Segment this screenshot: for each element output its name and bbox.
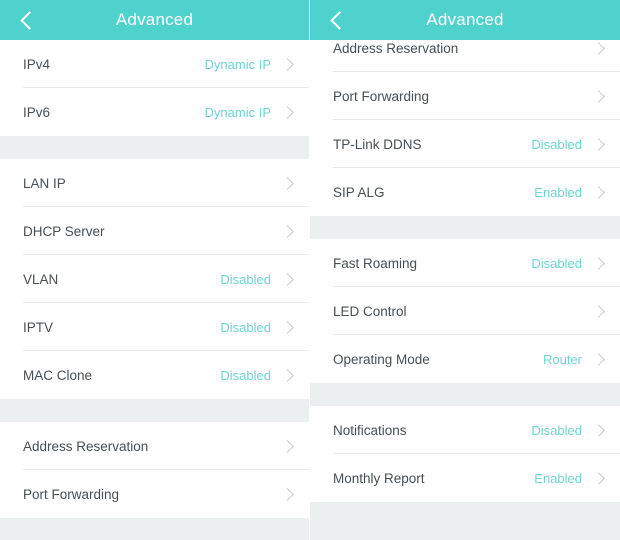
settings-group-network: [0, 159, 309, 399]
list-item-label: Monthly Report: [333, 470, 425, 486]
list-item[interactable]: [0, 470, 309, 518]
list-item-label: Port Forwarding: [333, 88, 430, 104]
list-item[interactable]: [310, 287, 620, 335]
list-item-value: Disabled: [531, 255, 582, 271]
chevron-right-icon: [592, 186, 605, 199]
list-item[interactable]: [310, 454, 620, 502]
chevron-right-icon: [281, 177, 294, 190]
header-bar-right: [310, 0, 620, 40]
header-bar-left: [0, 0, 309, 40]
chevron-right-icon: [592, 257, 605, 270]
page-title-left: Advanced: [115, 10, 194, 29]
list-item-label: SIP ALG: [333, 184, 385, 200]
chevron-right-icon: [592, 90, 605, 103]
back-chevron-icon: [330, 11, 348, 29]
chevron-right-icon: [592, 305, 605, 318]
settings-group-reports: [310, 406, 620, 502]
list-item-value: Disabled: [220, 271, 271, 287]
advanced-screen-right: [310, 0, 620, 540]
list-item[interactable]: [0, 255, 309, 303]
list-item[interactable]: [310, 168, 620, 216]
list-item-value: Disabled: [220, 367, 271, 383]
settings-list-right[interactable]: [310, 40, 620, 540]
chevron-right-icon: [281, 321, 294, 334]
chevron-right-icon: [592, 42, 605, 55]
list-item[interactable]: [0, 351, 309, 399]
list-item-label: DHCP Server: [23, 223, 105, 239]
list-item-label: IPv6: [23, 104, 51, 120]
list-item[interactable]: [0, 207, 309, 255]
list-item-value: Disabled: [531, 422, 582, 438]
list-item[interactable]: [310, 335, 620, 383]
chevron-right-icon: [281, 225, 294, 238]
chevron-right-icon: [281, 440, 294, 453]
chevron-right-icon: [281, 58, 294, 71]
list-item[interactable]: [0, 422, 309, 470]
list-item-value: Disabled: [531, 136, 582, 152]
settings-list-left[interactable]: [0, 40, 309, 540]
list-item-label: IPTV: [23, 319, 54, 335]
back-button-left[interactable]: [10, 0, 44, 40]
list-item[interactable]: [0, 303, 309, 351]
group-separator: [310, 216, 620, 239]
list-item[interactable]: [310, 72, 620, 120]
settings-group-internet: [0, 40, 309, 136]
back-button-right[interactable]: [320, 0, 354, 40]
settings-group-nat: [0, 422, 309, 518]
list-item[interactable]: [0, 159, 309, 207]
back-chevron-icon: [20, 11, 38, 29]
list-item-value: Router: [542, 351, 582, 367]
chevron-right-icon: [592, 353, 605, 366]
page-title-right: Advanced: [426, 10, 504, 29]
list-item-value: Enabled: [534, 184, 582, 200]
list-item-label: Port Forwarding: [23, 486, 120, 502]
list-item[interactable]: [310, 239, 620, 287]
list-item-value: Disabled: [220, 319, 271, 335]
list-item-label: LAN IP: [23, 175, 66, 191]
list-item-value: Enabled: [534, 470, 582, 486]
list-item[interactable]: [0, 40, 309, 88]
list-item-value: Dynamic IP: [204, 56, 271, 72]
settings-group-nat-right: [310, 40, 620, 216]
list-item-label: IPv4: [23, 56, 51, 72]
list-item-value: Dynamic IP: [204, 104, 271, 120]
chevron-right-icon: [592, 472, 605, 485]
list-item-label: LED Control: [333, 303, 407, 319]
group-separator: [310, 502, 620, 525]
list-item[interactable]: [310, 406, 620, 454]
list-item-label: Notifications: [333, 422, 407, 438]
list-item[interactable]: [310, 120, 620, 168]
list-item-label: Operating Mode: [333, 351, 430, 367]
chevron-right-icon: [281, 106, 294, 119]
chevron-right-icon: [281, 488, 294, 501]
settings-group-system: [310, 239, 620, 383]
group-separator: [310, 383, 620, 406]
list-item-label: Fast Roaming: [333, 255, 418, 271]
list-item-label: VLAN: [23, 271, 59, 287]
list-item[interactable]: [0, 88, 309, 136]
chevron-right-icon: [592, 138, 605, 151]
chevron-right-icon: [592, 424, 605, 437]
list-item-label: TP-Link DDNS: [333, 136, 422, 152]
list-item[interactable]: [310, 40, 620, 72]
list-item-label: MAC Clone: [23, 367, 93, 383]
group-separator: [0, 399, 309, 422]
chevron-right-icon: [281, 369, 294, 382]
group-separator: [0, 136, 309, 159]
chevron-right-icon: [281, 273, 294, 286]
list-item-label: Address Reservation: [23, 438, 149, 454]
list-item-label: Address Reservation: [333, 40, 459, 56]
